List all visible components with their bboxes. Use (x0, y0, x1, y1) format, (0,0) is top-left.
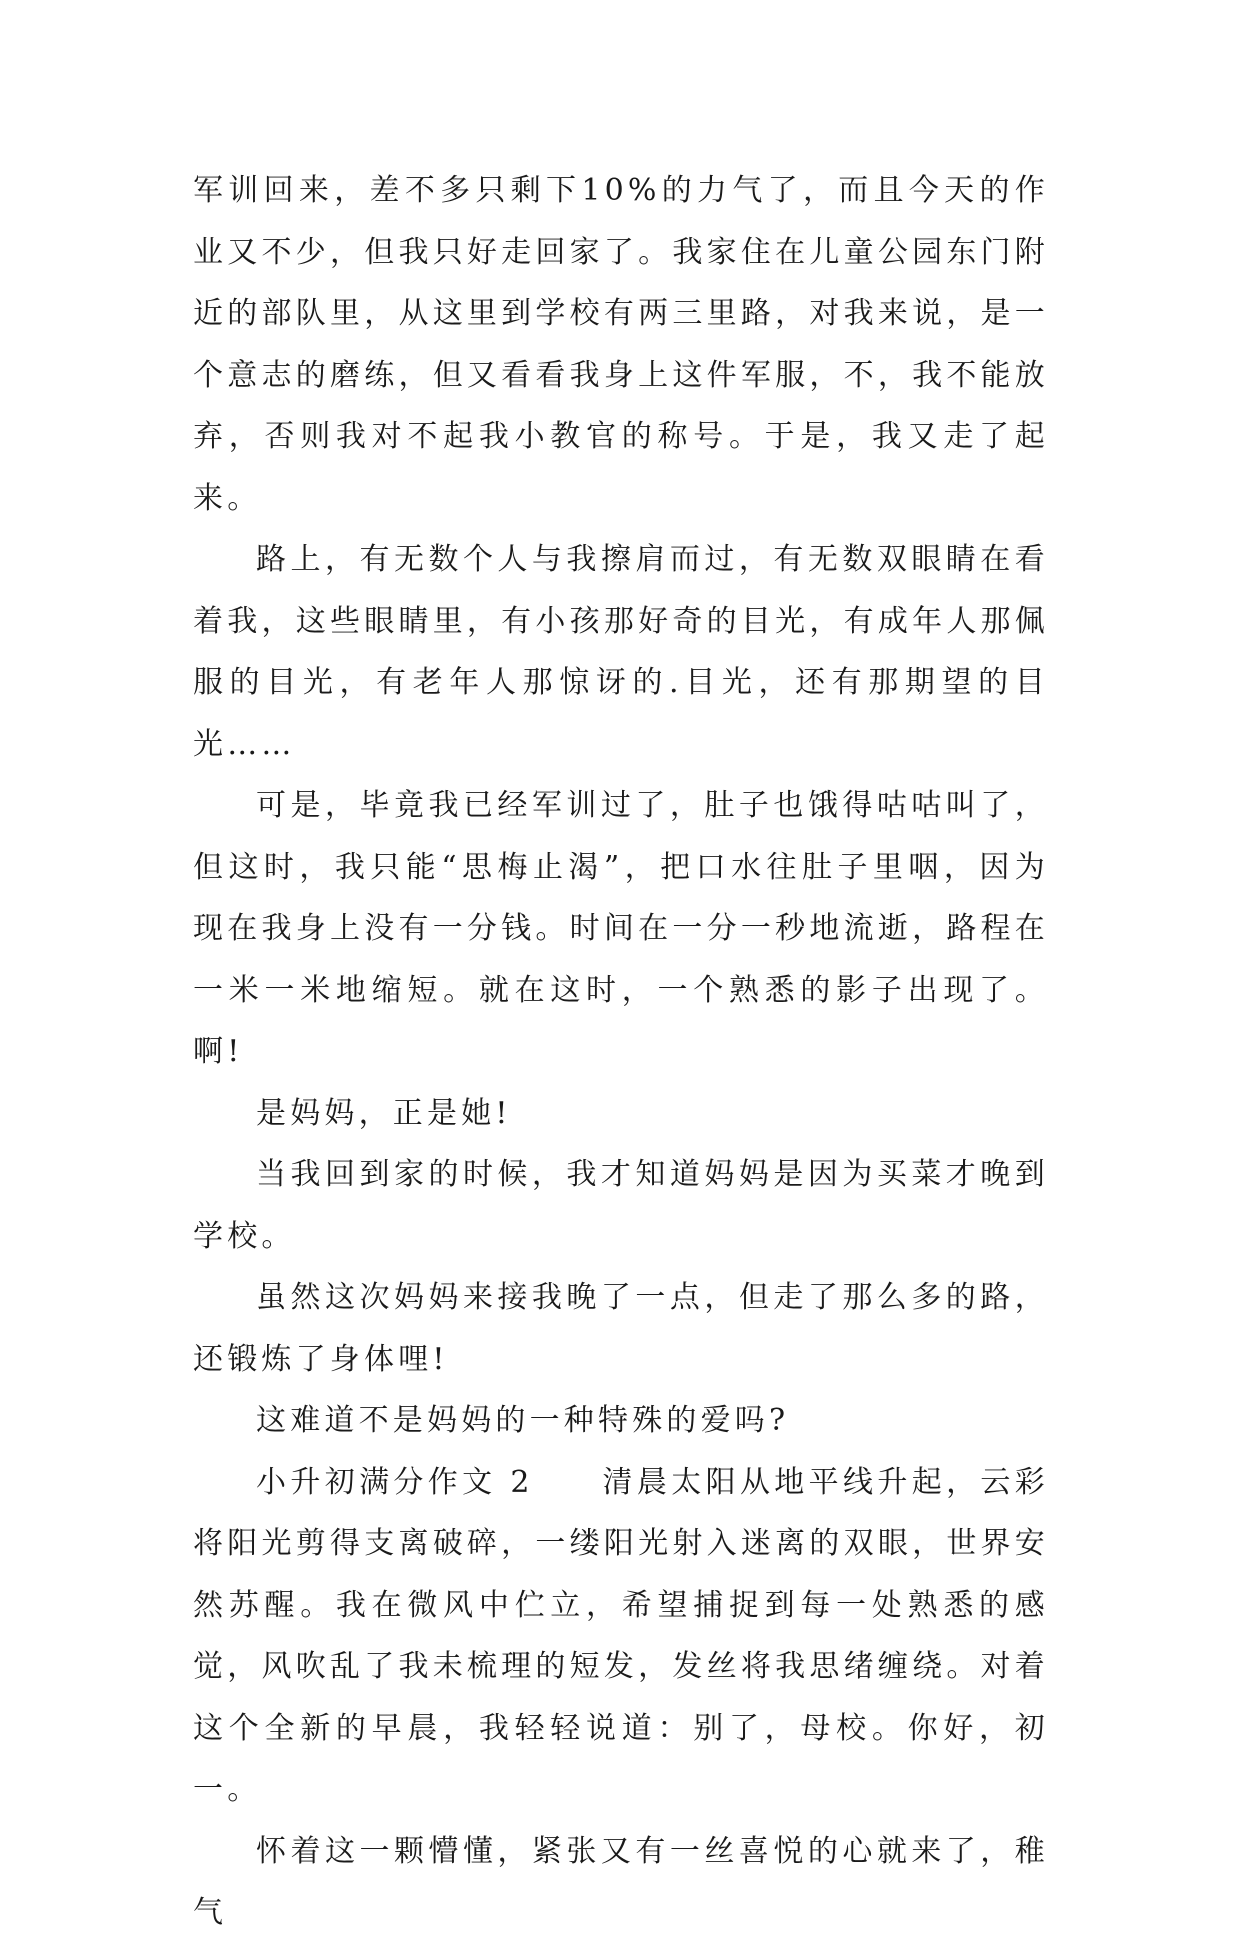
paragraph-8: 小升初满分作文 2 清晨太阳从地平线升起，云彩将阳光剪得支离破碎，一缕阳光射入迷离的双眼，世界安然苏醒。我在微风中伫立，希望捕捉到每一处熟悉的感觉，风吹乱了我未梳理的短发，发丝将我思绪缠绕。对着这个全新的早晨，我轻轻说道：别了，母校。你好，初一。 (193, 1464, 1049, 1807)
paragraph-2: 路上，有无数个人与我擦肩而过，有无数双眼睛在看着我，这些眼睛里，有小孩那好奇的目光，有成年人那佩服的目光，有老年人那惊讶的.目光，还有那期望的目光…… (193, 542, 1049, 762)
document-body (193, 160, 1049, 1944)
paragraph-5: 当我回到家的时候，我才知道妈妈是因为买菜才晚到学校。 (193, 1157, 1049, 1254)
paragraph-4: 是妈妈，正是她! (256, 1095, 512, 1131)
paragraph-3: 可是，毕竟我已经军训过了，肚子也饿得咕咕叫了，但这时，我只能“思梅止渴”，把口水往肚子里咽，因为现在我身上没有一分钱。时间在一分一秒地流逝，路程在一米一米地缩短。就在这时，一个熟悉的影子出现了。啊! (193, 788, 1049, 1069)
paragraph-1: 军训回来，差不多只剩下10%的力气了，而且今天的作业又不少，但我只好走回家了。我家住在儿童公园东门附近的部队里，从这里到学校有两三里路，对我来说，是一个意志的磨练，但又看看我身上这件军服，不，我不能放弃，否则我对不起我小教官的称号。于是，我又走了起来。 (193, 173, 1049, 516)
paragraph-6: 虽然这次妈妈来接我晚了一点，但走了那么多的路，还锻炼了身体哩! (193, 1280, 1049, 1377)
paragraph-7: 这难道不是妈妈的一种特殊的爱吗? (256, 1403, 790, 1438)
paragraph-9: 怀着这一颗懵懂，紧张又有一丝喜悦的心就来了，稚气 (193, 1833, 1049, 1930)
